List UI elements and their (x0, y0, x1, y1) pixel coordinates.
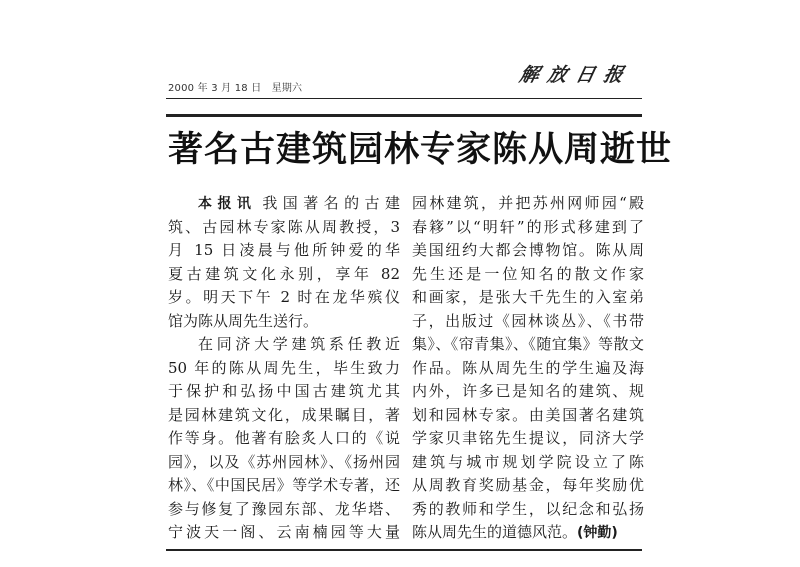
article-line: 划和园林专家。由美国著名建筑 (412, 405, 644, 424)
headline-rule (166, 114, 642, 117)
article-column-left (168, 192, 400, 545)
article-line: 先生还是一位知名的散文作家 (412, 264, 644, 283)
newspaper-masthead-logo: 解放日报 (517, 64, 635, 86)
article-line: 学家贝聿铭先生提议，同济大学 (412, 429, 644, 447)
article-line (412, 521, 644, 545)
article-headline: 著名古建筑园林专家陈从周逝世 (168, 130, 673, 170)
article-line: 于保护和弘扬中国古建筑尤其 (168, 382, 400, 400)
article-line: 作等身。他著有脍炙人口的《说 (168, 429, 400, 447)
article-line: 美国纽约大都会博物馆。陈从周 (412, 241, 644, 259)
article-line: 从周教育奖励基金，每年奖励优 (412, 476, 644, 494)
lead-label: 本报讯 (198, 196, 257, 212)
article-line: 子，出版过《园林谈丛》、《书带 (412, 311, 644, 330)
article-line: 建筑与城市规划学院设立了陈 (412, 452, 644, 471)
article-column-right (412, 192, 644, 545)
top-rule (166, 98, 642, 99)
article-line: 在同济大学建筑系任教近 (198, 335, 400, 353)
article-line: 园林建筑，并把苏州网师园“殿 (412, 194, 644, 212)
article-line: 50 年的陈从周先生，毕生致力 (168, 358, 400, 377)
article-line: 岁。明天下午 2 时在龙华殡仪 (168, 288, 400, 306)
article-line: 集》、《帘青集》、《随宜集》等散文 (412, 335, 644, 353)
bottom-rule (166, 549, 642, 551)
article-line: 筑、古园林专家陈从周教授，3 (168, 217, 400, 236)
article-line: 内外，许多已是知名的建筑、规 (412, 382, 644, 400)
article-line: 宁波天一阁、云南楠园等大量 (168, 523, 400, 541)
article-line: 和画家，是张大千先生的入室弟 (412, 288, 644, 306)
article-line: 参与修复了豫园东部、龙华塔、 (168, 499, 400, 518)
article-line: 林》、《中国民居》等学术专著，还 (168, 476, 400, 494)
dateline: 2000 年 3 月 18 日 星期六 (168, 83, 303, 94)
article-line: 馆为陈从周先生送行。 (168, 311, 319, 330)
article-line: 作品。陈从周先生的学生遍及海 (412, 358, 644, 377)
article-line: 夏古建筑文化永别，享年 82 (168, 264, 400, 283)
article-line: 园》，以及《苏州园林》、《扬州园 (168, 452, 400, 471)
article-line: 春簃”以“明轩”的形式移建到了 (412, 217, 644, 236)
article-line: 秀的教师和学生，以纪念和弘扬 (412, 499, 644, 518)
article-line: 是园林建筑文化，成果瞩目，著 (168, 405, 400, 424)
article-line: 月 15 日凌晨与他所钟爱的华 (168, 241, 400, 259)
byline: (钟勤) (577, 525, 618, 541)
article-line-text: 陈从周先生的道德风范。 (412, 523, 578, 541)
article-line (168, 192, 400, 216)
article-line-text: 我国著名的古建 (262, 194, 400, 212)
